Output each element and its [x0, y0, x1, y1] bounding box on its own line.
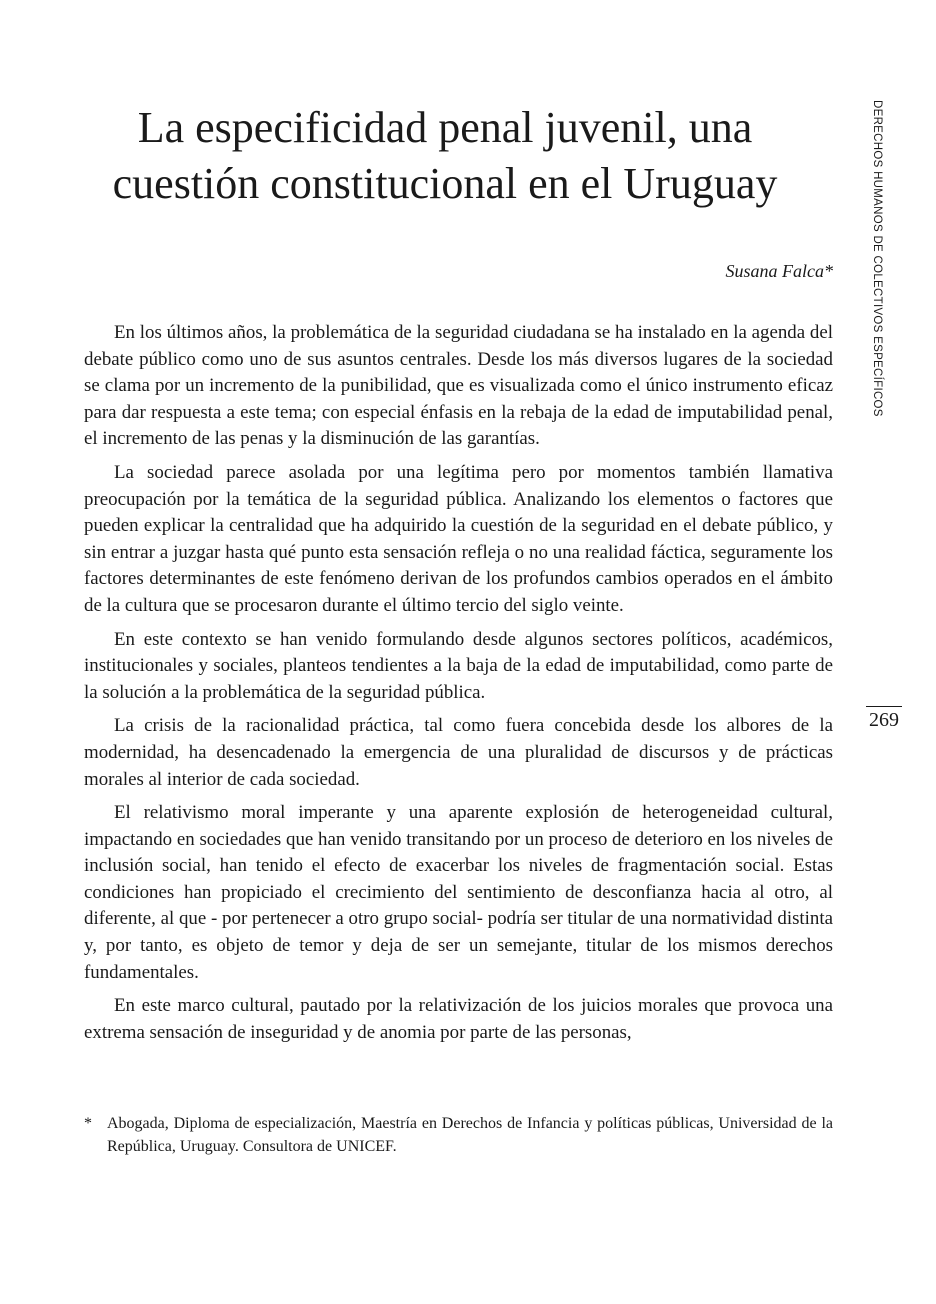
paragraph-3: En este contexto se han venido formulando desde algunos sectores políticos, académicos, institucionales y sociales, planteos tendientes a la baja de la edad de imputabilidad, como parte de la solución a la problemática de la seguridad pública.	[84, 628, 833, 703]
page-number: 269	[869, 709, 899, 731]
title-line-2: cuestión constitucional en el Uruguay	[112, 159, 778, 208]
footnote-text: Abogada, Diploma de especialización, Maestría en Derechos de Infancia y políticas públicas, Universidad de la República, Uruguay. Consultora de UNICEF.	[107, 1115, 833, 1155]
running-head-text: DERECHOS HUMANOS DE COLECTIVOS ESPECÍFICOS	[871, 100, 883, 417]
article-title	[60, 100, 830, 212]
paragraph-2: La sociedad parece asolada por una legítima pero por momentos también llamativa preocupación por la temática de la seguridad pública. Analizando los elementos o factores que pueden explicar la centralidad que ha adquirido la cuestión de la seguridad en el debate público, y sin entrar a juzgar hasta qué punto esta sensación refleja o no una realidad fáctica, seguramente los factores determinantes de este fenómeno derivan de los profundos cambios operados en el ámbito de la cultura que se procesaron durante el último tercio del siglo veinte.	[84, 461, 833, 616]
paragraph-5: El relativismo moral imperante y una aparente explosión de heterogeneidad cultural, impactando en sociedades que han venido transitando por un proceso de deterioro en los niveles de inclusión social, han tenido el efecto de exacerbar los niveles de fragmentación social. Estas condiciones han propiciado el crecimiento del sentimiento de desconfianza hacia al otro, al diferente, al que - por pertenecer a otro grupo social- podría ser titular de una normatividad distinta y, por tanto, es objeto de temor y deja de ser un semejante, titular de los mismos derechos fundamentales.	[84, 802, 833, 983]
paragraph-6: En este marco cultural, pautado por la relativización de los juicios morales que provoca una extrema sensación de inseguridad y de anomia por parte de las personas,	[84, 995, 833, 1043]
running-head	[867, 100, 887, 440]
paragraph-1: En los últimos años, la problemática de la seguridad ciudadana se ha instalado en la agenda del debate público como uno de sus asuntos centrales. Desde los más diversos lugares de la sociedad se clama por un incremento de la punibilidad, que es visualizada como el único instrumento eficaz para dar respuesta a este tema; con especial énfasis en la rebaja de la edad de imputabilidad penal, el incremento de las penas y la disminución de las garantías.	[84, 322, 833, 450]
footnote-mark: *	[84, 1115, 92, 1132]
article-body	[84, 320, 833, 1053]
author-name: Susana Falca*	[725, 261, 833, 281]
footnote	[84, 1113, 833, 1158]
title-line-1: La especificidad penal juvenil, una	[137, 103, 753, 152]
paragraph-4: La crisis de la racionalidad práctica, tal como fuera concebida desde los albores de la modernidad, ha desencadenado la emergencia de una pluralidad de discursos y de prácticas morales al interior de cada sociedad.	[84, 715, 833, 790]
